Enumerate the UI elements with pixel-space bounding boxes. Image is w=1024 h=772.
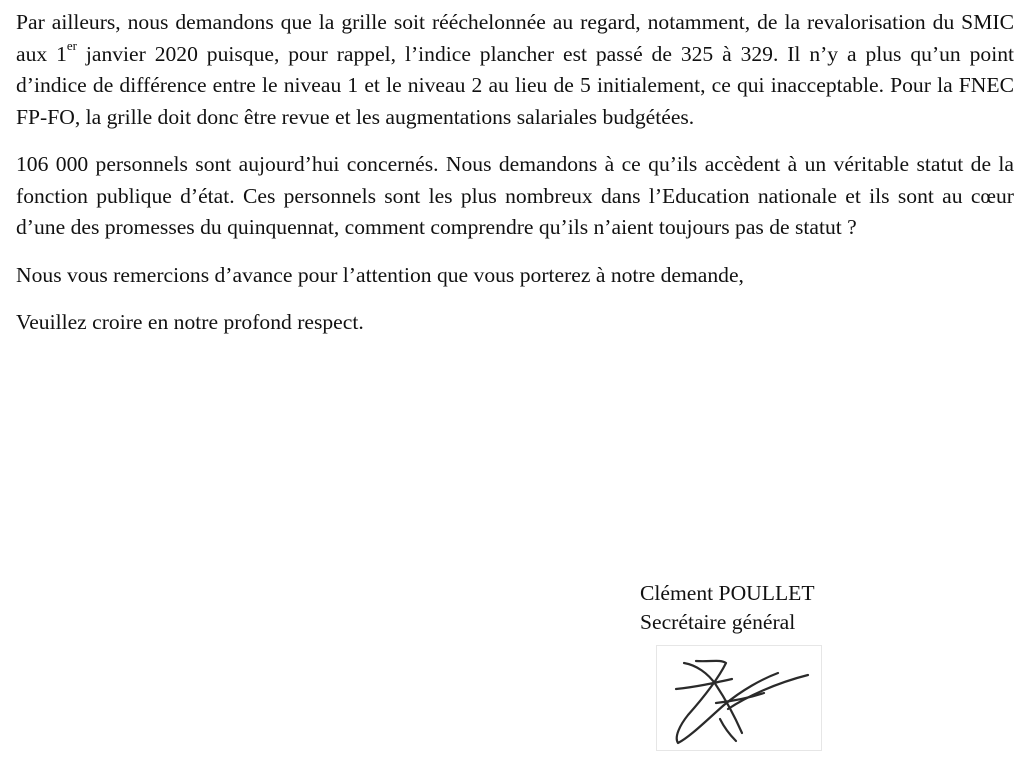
signature-block [640, 579, 815, 637]
letter-body [16, 7, 1014, 355]
paragraph-grille-text-1: Par ailleurs, nous demandons que la grille soit rééchelonnée au regard, notamment, de la revalorisation du SMIC aux 1 [16, 10, 1014, 66]
signatory-title: Secrétaire général [640, 610, 796, 634]
ordinal-superscript: er [66, 38, 77, 54]
handwritten-signature-icon [656, 645, 822, 751]
signatory-name: Clément POULLET [640, 581, 815, 605]
paragraph-statut: 106 000 personnels sont aujourd’hui concernés. Nous demandons à ce qu’ils accèdent à un véritable statut de la fonction publique d’état. Ces personnels sont les plus nombreux dans l’Education nationale et ils sont au cœur d’une des promesses du quinquennat, comment comprendre qu’ils n’aient toujours pas de statut ? [16, 152, 1014, 239]
paragraph-remerciements: Nous vous remercions d’avance pour l’attention que vous porterez à notre demande, [16, 262, 744, 287]
paragraph-grille [16, 7, 1014, 133]
paragraph-salutation: Veuillez croire en notre profond respect. [16, 310, 364, 334]
paragraph-grille-text-2: janvier 2020 puisque, pour rappel, l’indice plancher est passé de 325 à 329. Il n’y a plus qu’un point d’indice de différence entre le niveau 1 et le niveau 2 au lieu de 5 initialement, ce qui inacceptable. Pour la FNEC FP-FO, la grille doit donc être revue et les augmentations salariales budgétées. [16, 41, 1015, 129]
